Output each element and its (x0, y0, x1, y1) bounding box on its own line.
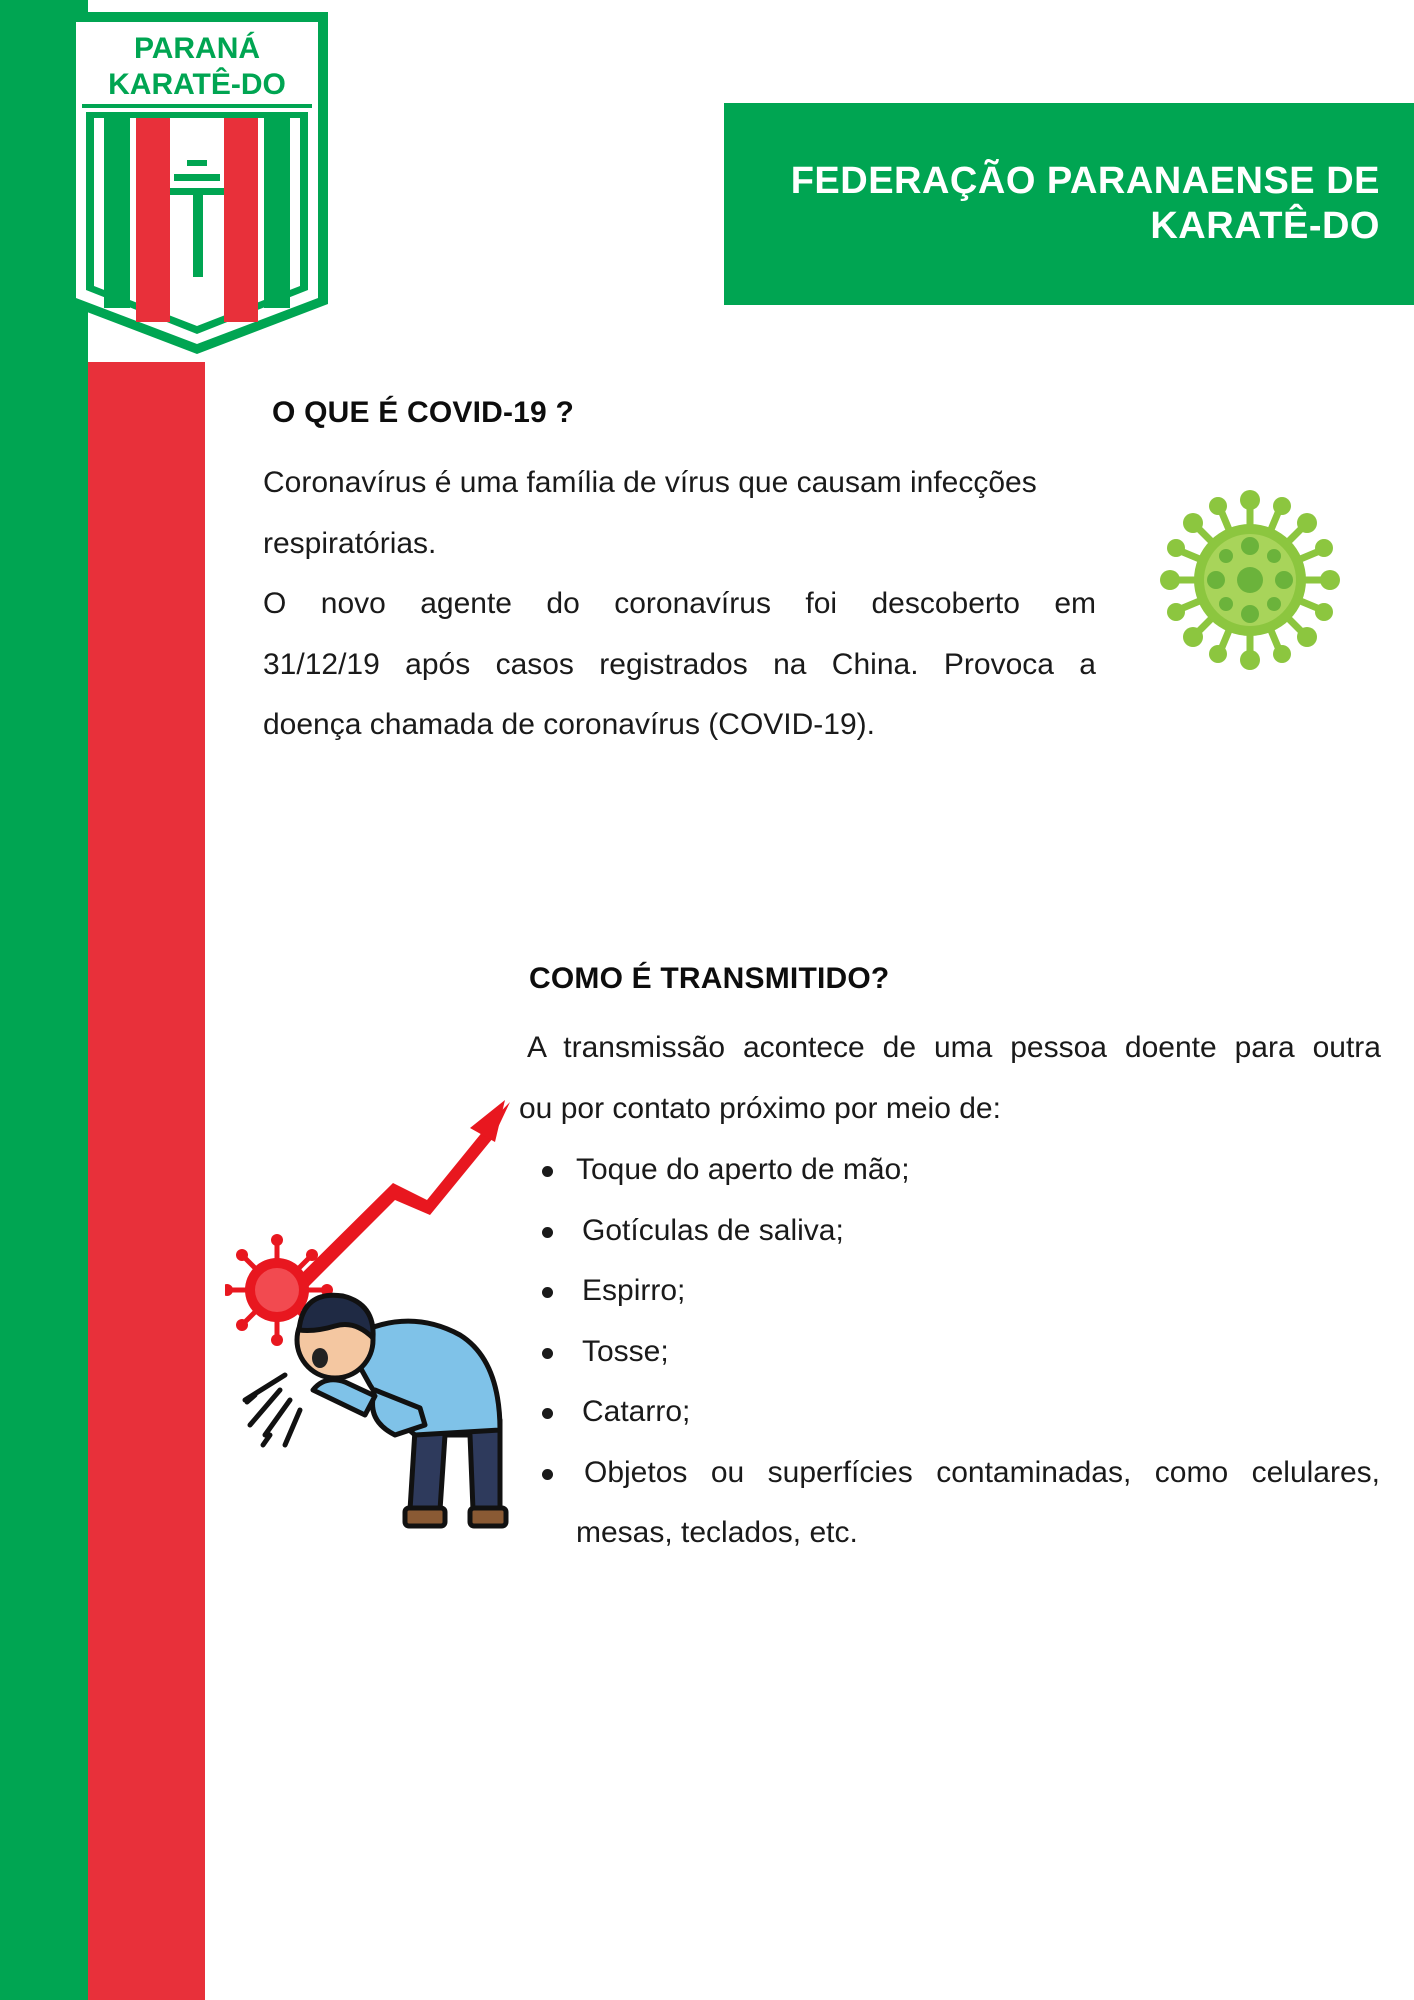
bullet-dot (542, 1408, 553, 1419)
bullet-dot (542, 1287, 553, 1298)
list-item-text: Objetos ou superfícies contaminadas, como celulares, mesas, teclados, etc. (576, 1455, 1380, 1549)
list-item-text: Tosse; (582, 1334, 669, 1368)
list-item (520, 1382, 1380, 1443)
section1-line: Coronavírus é uma família de vírus que causam infecções (263, 466, 1037, 499)
list-item (520, 1201, 1380, 1262)
list-item-text: Catarro; (582, 1395, 691, 1428)
bullet-dot (542, 1166, 553, 1177)
list-item (520, 1322, 1380, 1383)
header-banner (724, 103, 1414, 305)
logo-text-line2: KARATÊ-DO (108, 68, 286, 101)
bullet-dot (542, 1348, 553, 1359)
section1-line: 31/12/19 após casos registrados na China. Provoca a (263, 647, 1096, 681)
section1-line: O novo agente do coronavírus foi descoberto em (263, 587, 1096, 620)
bullet-dot (542, 1469, 553, 1480)
section1-paragraph (263, 453, 1096, 756)
list-item-text: Gotículas de saliva; (582, 1213, 844, 1247)
list-item-text: Toque do aperto de mão; (576, 1153, 910, 1186)
section2-intro-line: ou por contato próximo por meio de: (519, 1091, 1001, 1125)
section1-line: respiratórias. (263, 526, 437, 560)
header-title-line2: KARATÊ-DO (1150, 205, 1380, 247)
list-item-text: Espirro; (582, 1274, 686, 1307)
transmission-list (520, 1140, 1380, 1564)
section2-intro (519, 1018, 1381, 1139)
header-title-line1: FEDERAÇÃO PARANAENSE DE (790, 160, 1380, 202)
logo-text-line1: PARANÁ (133, 32, 261, 65)
section2-title: COMO É TRANSMITIDO? (529, 962, 890, 995)
section1-line: doença chamada de coronavírus (COVID-19). (263, 708, 875, 741)
list-item (520, 1140, 1380, 1201)
left-red-stripe (88, 362, 205, 2000)
list-item (520, 1261, 1380, 1322)
bullet-dot (542, 1227, 553, 1238)
section1-title: O QUE É COVID-19 ? (272, 396, 574, 429)
virus-icon (1160, 490, 1340, 670)
sneezing-person-icon (225, 1090, 525, 1560)
list-item (520, 1443, 1380, 1564)
karate-logo-icon (62, 8, 332, 358)
section2-intro-line: A transmissão acontece de uma pessoa doente para outra (527, 1031, 1381, 1064)
